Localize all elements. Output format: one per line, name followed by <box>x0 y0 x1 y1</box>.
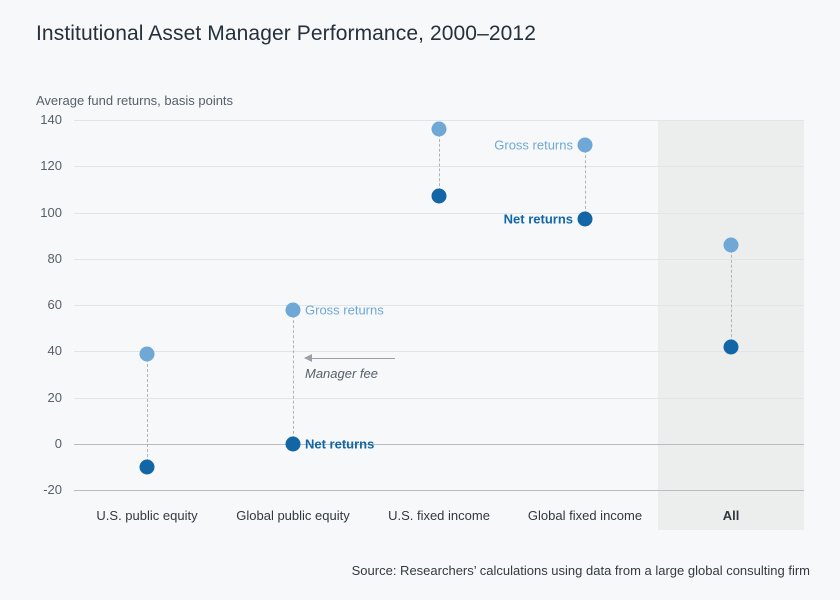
data-point-net[interactable] <box>286 436 301 451</box>
y-axis-tick-label: 0 <box>54 435 62 451</box>
gridline <box>74 213 804 214</box>
arrow-head-icon <box>304 354 312 362</box>
data-point-net[interactable] <box>140 459 155 474</box>
gridline <box>74 259 804 260</box>
y-axis-tick-label: 40 <box>47 343 62 359</box>
y-axis-tick-label: 120 <box>40 158 62 174</box>
data-point-net[interactable] <box>578 212 593 227</box>
page-title: Institutional Asset Manager Performance, 2000–2012 <box>36 22 536 45</box>
data-point-gross[interactable] <box>432 122 447 137</box>
manager-fee-label: Manager fee <box>305 366 378 382</box>
y-axis-tick-label: 60 <box>47 297 62 312</box>
point-label: Net returns <box>503 211 573 227</box>
point-label: Net returns <box>305 436 375 452</box>
point-label: Gross returns <box>494 137 573 153</box>
plot-area <box>40 112 804 523</box>
point-connector <box>293 310 294 444</box>
y-axis-label: Average fund returns, basis points <box>36 93 234 108</box>
data-point-gross[interactable] <box>724 237 739 252</box>
y-axis-tick-label: 20 <box>47 389 62 405</box>
data-point-gross[interactable] <box>578 138 593 153</box>
y-axis-tick-label: 80 <box>47 250 62 266</box>
y-axis-tick-label: -20 <box>43 482 62 497</box>
point-label: Gross returns <box>305 302 384 318</box>
y-axis-tick-label: 100 <box>40 204 62 220</box>
point-connector <box>439 129 440 196</box>
point-connector <box>147 354 148 467</box>
gridline <box>74 444 804 445</box>
data-point-net[interactable] <box>724 339 739 354</box>
y-axis-tick-label: 140 <box>40 112 62 127</box>
point-connector <box>731 245 732 347</box>
data-point-net[interactable] <box>432 189 447 204</box>
x-axis-tick-label: All <box>722 508 740 523</box>
x-axis-tick-label: U.S. fixed income <box>388 508 490 523</box>
x-axis-tick-label: Global fixed income <box>527 508 643 523</box>
x-axis-line <box>74 490 804 491</box>
gridline <box>74 305 804 306</box>
x-axis-tick-label: U.S. public equity <box>96 508 198 523</box>
arrow-shaft <box>305 358 395 359</box>
gridline <box>74 398 804 399</box>
point-connector <box>585 145 586 219</box>
gridline <box>74 351 804 352</box>
x-axis-tick-label: Global public equity <box>236 508 350 523</box>
data-point-gross[interactable] <box>286 302 301 317</box>
source-note: Source: Researchers’ calculations using data from a large global consulting firm <box>351 563 810 578</box>
data-point-gross[interactable] <box>140 346 155 361</box>
